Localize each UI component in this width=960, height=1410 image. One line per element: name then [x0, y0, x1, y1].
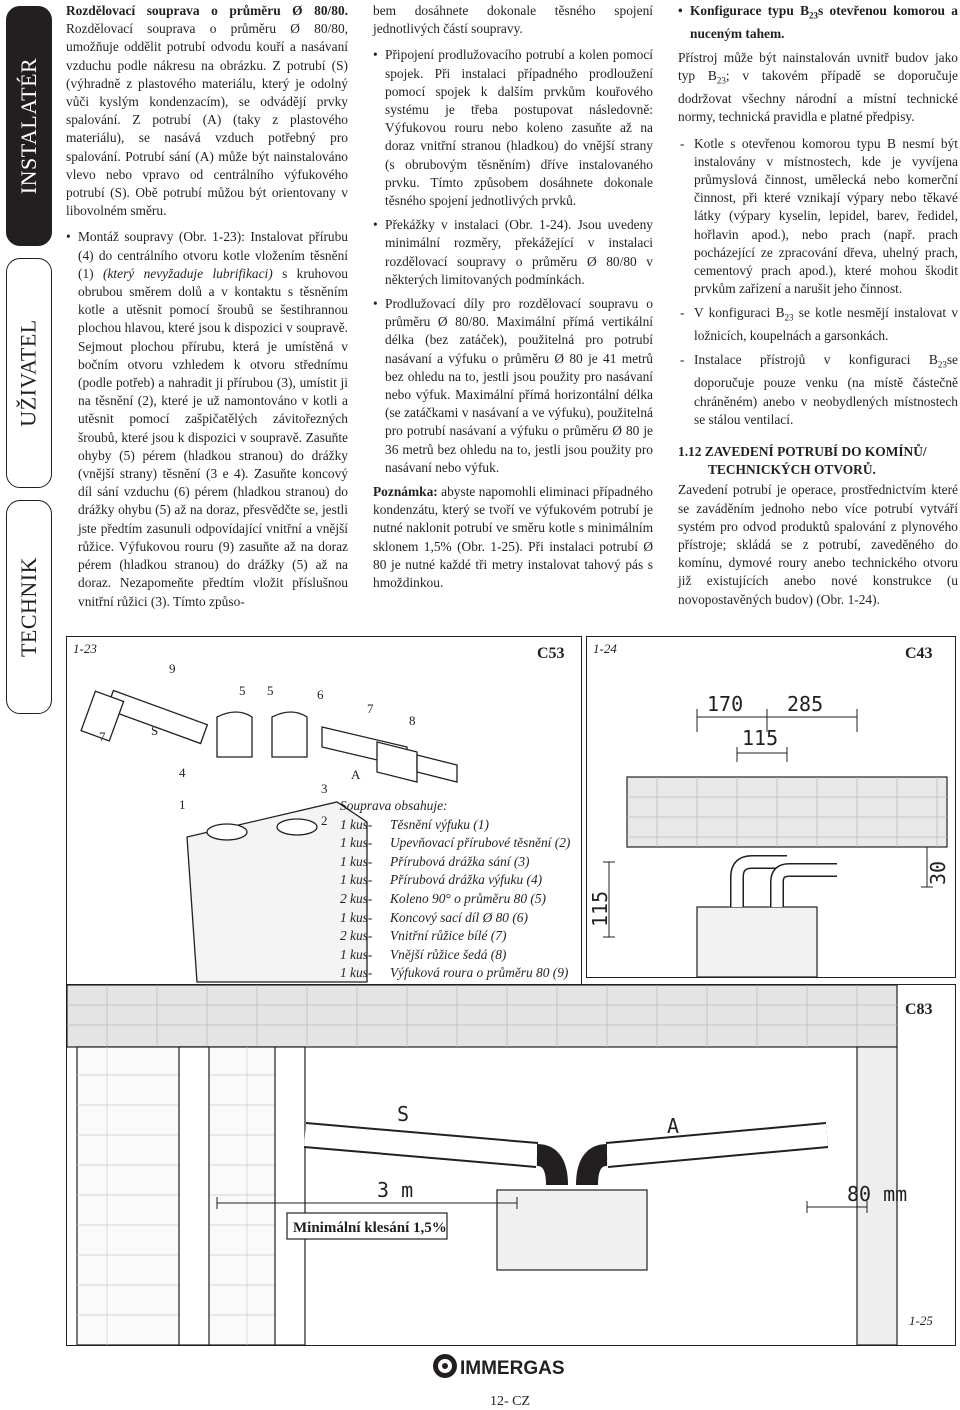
- d3-text-cont: se doporučuje pouze venku (na místě částečně chráněném) anebo v neobydlených místnostech se stálou ventilací.: [694, 352, 958, 427]
- label-5b: 5: [267, 683, 274, 698]
- label-7b: 7: [367, 701, 374, 716]
- kit-row: [340, 816, 570, 835]
- kit-item: Vnitřní růžice bílé (7): [390, 928, 507, 944]
- bullet-prodluzovaci-dily: • Prodlužovací díly pro rozdělovací soupravu o průměru Ø 80/80. Maximální přímá vertikální délka (bez zatáček), použitelná pro potrubí nasávaní a výfuku o průměru Ø 80 je 41 metrů bez ohledu na to, jestli jsou použity pro nasávaní nebo výfuk. Maximální přímá horizontální délka (se zatáčkami v nasávaní a ve výfuku), použitelná pro potrubí nasávaní a výfuku o průměru Ø 80 je 36 metrů bez ohledu na to, jestli jsou použity pro nasávaní nebo výfuk.: [373, 295, 653, 477]
- kit-item: Vnější růžice šedá (8): [390, 946, 507, 962]
- note-paragraph: [373, 483, 653, 592]
- tab-uzivatel-label: UŽIVATEL: [16, 319, 41, 427]
- boiler-box: [497, 1190, 647, 1270]
- paragraph-continuation: bem dosáhnete dokonale těsného spojení jednotlivých částí soupravy.: [373, 3, 653, 37]
- dim-285: 285: [787, 692, 824, 716]
- figure-code: C53: [537, 645, 565, 662]
- kit-row: [340, 946, 570, 965]
- elbow-5a: [217, 712, 252, 757]
- note-label: Poznámka:: [373, 484, 438, 500]
- bullet-text-cont: s kruhovou obrubou směrem dolů a v kontaktu s těsněním kotle a utěsnit pomocí šroubů se šestihrannou plochou hlavou, které jsou k dispozici v soupravě. Sejmout plochou přírubu, která je umístěná v bočním otvoru vzhledem k otvoru střednímu (podle potřeb) a nahradit ji přírubou (3), umístit ji na těsnění (2), které je už namontováno v kotli a utěsnit pomocí zašpičatělých závitořezných šroubů, které jsou k dispozici v soupravě. Zasuňte ohyby (5) pérem (hladkou stranou) do drážky (vnější strany) těsnění (3 e 4). Zasuňte koncový díl sání vzduchu (6) pérem (hladkou stranou) do drážky ohybu (5) až na doraz, přesvědčte se, jestli jste předtím zasunuli odpovídající vnitřní a vnější růžice. Výfukovou rouru (9) zasuňte až na doraz pérem (hladkou stranou) do drážky (5) až na doraz. Nezapomeňte předtím vložit příslušnou vnitřní růžici (3). Tímto způso-: [78, 265, 349, 609]
- bullet-prodlouzeni: • Připojení prodlužovacího potrubí a kolen pomocí spojek. Při instalaci případného prodloužení pomocí spojek k dalším prvkům kouřového systému je třeba postupovat následovně: Výfukovou rouru nebo koleno zasuňte až na doraz vnitřní stranou (hladkou) do vnější strany (s obrubovým těsněním) dříve instalovaného prvku. Tímto způsobem dosáhnete dokonale těsného spojení jednotlivých prvků.: [373, 46, 653, 210]
- elbow-s: [537, 1155, 557, 1185]
- obstacle-drawing: [587, 637, 955, 977]
- label-2: 2: [321, 813, 328, 828]
- paragraph-b23: [678, 49, 958, 126]
- dash-item-1: - Kotle s otevřenou komorou typu B nesmí být instalovány v místnostech, kde je vyvíjena průmyslová činnost, umělecká nebo komerční činnost, při které vznikají výpary nebo těkavé látky (výpary kyselin, lepidel, barev, ředidel, hořlavin apod.), nebo prach (např. prach pocházející ze zpracování dřeva, uhelný prach, cementový prach apod.), které mohou škodit prvkům zařízení a narušit jeho činnost.: [678, 135, 958, 299]
- p-text: Přístroj může být nainstalován uvnitř budov jako typ B: [678, 50, 958, 84]
- label-a: A: [351, 767, 361, 782]
- paragraph-soupravа: [66, 2, 348, 220]
- paragraph-zavedeni: Zavedení potrubí je operace, prostřednictvím které se zaváděním jednoho nebo více potrubí vytváří systém pro odvod produktů spalování z plynového přístroje; skládá se z potrubí, zaveděného do komínu, dymové roury anebo technického otvoru již existujících anebo nové konstrukce (u novopostavěných budov) (Obr. 1-24).: [678, 482, 958, 607]
- tab-technik[interactable]: [6, 500, 52, 714]
- kit-list: [340, 797, 570, 983]
- p-text-cont: ; v takovém případě se doporučuje dodržovat všechny národní a místní technické normy, technická pravidla e platné předpisy.: [678, 68, 958, 125]
- figure-number: 1-23: [73, 641, 97, 656]
- kit-row: [340, 853, 570, 872]
- kit-item: Přírubová drážka sání (3): [390, 853, 530, 869]
- tab-uzivatel[interactable]: [6, 258, 52, 488]
- kit-title: Souprava obsahuje:: [340, 798, 448, 813]
- dim-115-top: 115: [742, 726, 779, 750]
- kit-item: Těsnění výfuku (1): [390, 816, 489, 832]
- text-column-2: [373, 2, 653, 600]
- tab-instalater[interactable]: [6, 6, 52, 246]
- flange-3: [277, 819, 317, 835]
- roof-block: [67, 985, 897, 1047]
- bullet-montaz: [66, 228, 348, 610]
- bullet-text: Montáž soupravy (Obr. 1-23): Instalovat přírubu (4) do centrálního otvoru kotle vložením těsnění (1): [78, 229, 348, 281]
- kit-item: Upevňovací přírubové těsnění (2): [390, 835, 571, 851]
- kit-item: Koleno 90° o průměru 80 (5): [390, 890, 546, 906]
- d3-sub: 23: [937, 360, 947, 371]
- label-9: 9: [169, 661, 176, 676]
- d2-sub: 23: [784, 313, 794, 324]
- dim-170: 170: [707, 692, 744, 716]
- text-column-3: [678, 2, 958, 617]
- heading-line-2: TECHNICKÝCH OTVORŮ.: [708, 462, 876, 478]
- tab-technik-label: TECHNIK: [16, 556, 42, 658]
- d3-text: Instalace přístrojů v konfiguraci B: [694, 352, 938, 368]
- note-text: abyste napomohli eliminaci případného kondenzátu, který se tvoří ve výfukovém potrubí je nutné naklonit potrubí ve směru kotle s minimálním sklonem 1,5% (Obr. 1-25). Při instalaci potrubí Ø 80 je nutné každé tři metry instalovat tahový pás s hmoždinkou.: [373, 484, 653, 591]
- elbow-5b: [272, 712, 307, 757]
- kit-row: [340, 927, 570, 946]
- d2-text: V konfiguraci B: [694, 305, 785, 321]
- d2-text-cont: se kotle nesmějí instalovat v ložnicích, koupelnách a garsonkách.: [694, 305, 959, 344]
- kit-qty: 1 kus-: [340, 816, 373, 832]
- figure-number: 1-24: [593, 641, 617, 656]
- boiler-top: [697, 907, 817, 977]
- flange-4: [207, 824, 247, 840]
- dim-30: 30: [926, 860, 950, 885]
- kit-row: [340, 834, 570, 853]
- label-6: 6: [317, 687, 324, 702]
- kit-qty: 1 kus-: [340, 872, 373, 888]
- slope-label: Minimální klesání 1,5%: [293, 1220, 447, 1236]
- rosette-7b: [377, 742, 417, 782]
- section-sidebar: [0, 0, 58, 1410]
- exhaust-vertical: [179, 1047, 209, 1345]
- config-sub: 23: [809, 10, 819, 21]
- intake-vertical: [275, 1047, 305, 1345]
- bullet-konfigurace-title: [678, 2, 958, 43]
- config-title: Konfigurace typu B: [690, 3, 810, 18]
- figure-1-24: [586, 636, 956, 978]
- dim-115-side: 115: [588, 890, 612, 927]
- kit-row: [340, 964, 570, 983]
- kit-qty: 1 kus-: [340, 909, 373, 925]
- kit-item: Koncový sací díl Ø 80 (6): [390, 909, 528, 925]
- section-heading: [678, 443, 958, 479]
- dash-item-2: [678, 304, 958, 345]
- ceiling-block: [627, 777, 947, 847]
- label-3: 3: [321, 781, 328, 796]
- kit-qty: 1 kus-: [340, 946, 373, 962]
- kit-qty: 1 kus-: [340, 835, 373, 851]
- label-s: S: [397, 1102, 410, 1126]
- bullet-italic: (který nevyžaduje lubrifikaci): [103, 265, 273, 281]
- dim-3m: 3 m: [377, 1178, 414, 1202]
- brand-logo-icon: [432, 1353, 565, 1379]
- dash-item-3: [678, 351, 958, 428]
- kit-item: Výfuková roura o průměru 80 (9): [390, 965, 569, 981]
- tab-instalater-label: INSTALATÉR: [16, 57, 42, 195]
- kit-qty: 1 kus-: [340, 965, 373, 981]
- immergas-logo: [432, 1353, 565, 1379]
- label-1: 1: [179, 797, 186, 812]
- elbow-a: [587, 1155, 607, 1185]
- brand-text: IMMERGAS: [460, 1358, 565, 1379]
- dim-80mm: 80 mm: [847, 1182, 908, 1206]
- text-column-1: [66, 2, 348, 617]
- figure-1-25: [66, 984, 956, 1346]
- kit-qty: 2 kus-: [340, 928, 373, 944]
- heading-line-1: 1.12 ZAVEDENÍ POTRUBÍ DO KOMÍNŮ/: [678, 443, 927, 459]
- bullet-prekazky: • Překážky v instalaci (Obr. 1-24). Jsou uvedeny minimální rozměry, překážející v instalaci rozdělovací soupravy o průměru Ø 80/80 v některých limitovaných podmínkách.: [373, 216, 653, 289]
- p-sub: 23: [716, 75, 726, 86]
- config-title-cont: s otevřenou komorou a nuceným tahem.: [690, 3, 958, 41]
- slope-drawing: [67, 985, 955, 1345]
- kit-row: [340, 890, 570, 909]
- kit-row: [340, 909, 570, 928]
- kit-item: Přírubová drážka výfuku (4): [390, 872, 543, 888]
- figure-code: C83: [905, 1001, 933, 1018]
- figure-code: C43: [905, 645, 933, 662]
- figure-number: 1-25: [909, 1313, 933, 1328]
- kit-qty: 2 kus-: [340, 890, 373, 906]
- rosette-8: [417, 755, 457, 782]
- kit-qty: 1 kus-: [340, 853, 373, 869]
- label-4: 4: [179, 765, 186, 780]
- label-8: 8: [409, 713, 416, 728]
- kit-row: [340, 871, 570, 890]
- label-5a: 5: [239, 683, 246, 698]
- label-7a: 7: [99, 729, 106, 744]
- label-a: A: [667, 1114, 680, 1138]
- paragraph-text: Rozdělovací souprava o průměru Ø 80/80, umožňuje oddělit potrubí odvodu kouří a nasávaní vzduchu podle nákresu na obrázku. Z potrubí (S) (výhradně z plastového materiálu, který je odolný vůči kyslým kondenzacím), se odvádějí prvky spalování. Z potrubí (A) (taky z plastového materiálu), se nasává vzduch potřebný pro spalování. Potrubí sání (A) může být nainstalováno vlevo nebo vpravo od centrálního výfukového potrubí (S). Obě potrubí můžou být orientovany v libovolném směru.: [66, 21, 348, 219]
- paragraph-title: Rozdělovací souprava o průměru Ø 80/80.: [66, 3, 348, 18]
- label-s: S: [151, 723, 159, 738]
- page-number: 12- CZ: [490, 1394, 531, 1409]
